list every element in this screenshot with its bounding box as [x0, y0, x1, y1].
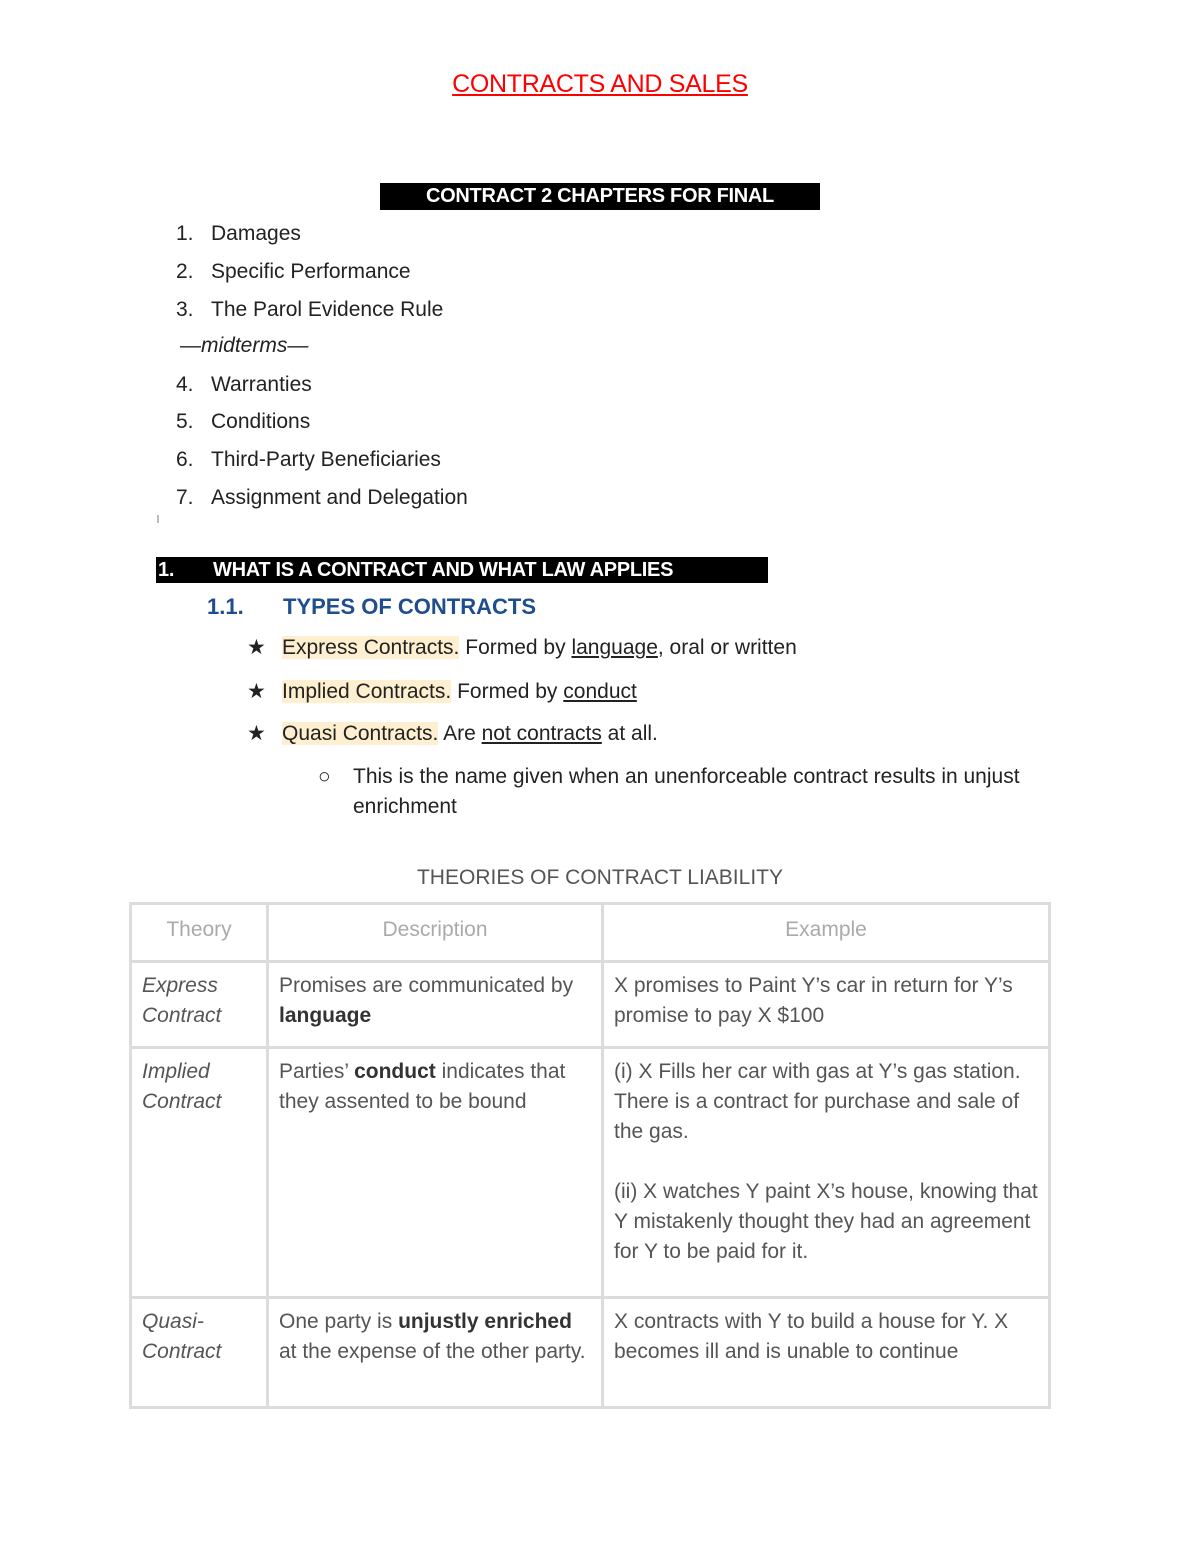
example-text: (ii) X watches Y paint X’s house, knowing that Y mistakenly thought they had an agreement for Y to be paid for it. — [614, 1180, 1038, 1263]
theory-cell: Express Contract — [131, 962, 268, 1048]
section-heading — [156, 557, 768, 583]
table-caption: THEORIES OF CONTRACT LIABILITY — [416, 866, 783, 889]
example-cell — [603, 962, 1050, 1048]
stray-mark — [157, 515, 159, 523]
list-item — [247, 679, 637, 704]
list-number: 2. — [176, 260, 194, 283]
star-icon: ★ — [247, 680, 266, 703]
cell-text: indicates that they assented to be bound — [279, 1060, 566, 1113]
list-item — [176, 447, 441, 473]
underlined-text: conduct — [563, 680, 637, 703]
subsection-heading — [0, 594, 1200, 624]
list-label: Damages — [211, 222, 301, 245]
example-cell — [603, 1048, 1050, 1298]
theories-table — [129, 902, 1051, 1409]
cell-text: One party is — [279, 1310, 399, 1333]
example-cell — [603, 1298, 1050, 1408]
theory-cell: Implied Contract — [131, 1048, 268, 1298]
table-row — [131, 1298, 1050, 1408]
description-cell — [268, 962, 603, 1048]
list-label: The Parol Evidence Rule — [211, 298, 444, 321]
bold-term: language — [279, 1004, 372, 1027]
list-number: 1. — [176, 222, 194, 245]
bullet-text: , oral or written — [657, 636, 797, 659]
list-number: 5. — [176, 410, 194, 433]
subsection-number: 1.1. — [207, 594, 244, 619]
description-cell — [268, 1298, 603, 1408]
chapters-banner: CONTRACT 2 CHAPTERS FOR FINAL — [380, 183, 820, 210]
list-label: Assignment and Delegation — [211, 486, 468, 509]
example-text: (i) X Fills her car with gas at Y’s gas station. There is a contract for purchase and sale of the gas. — [614, 1060, 1021, 1143]
bullet-text: Formed by — [459, 636, 572, 659]
list-item — [176, 485, 468, 511]
column-header: Example — [603, 904, 1050, 962]
list-number: 6. — [176, 448, 194, 471]
underlined-text: not contracts — [481, 722, 602, 745]
description-cell — [268, 1048, 603, 1298]
list-item — [176, 297, 443, 323]
term-highlight: Implied Contracts. — [282, 680, 452, 703]
list-item — [176, 221, 301, 247]
subsection-title: TYPES OF CONTRACTS — [283, 594, 537, 619]
list-label: Third-Party Beneficiaries — [211, 448, 441, 471]
midterms-divider: —midterms— — [180, 334, 309, 357]
underlined-text: language — [571, 636, 658, 659]
list-label: Conditions — [211, 410, 311, 433]
list-item — [247, 721, 658, 746]
column-header: Theory — [131, 904, 268, 962]
term-highlight: Express Contracts. — [282, 636, 460, 659]
list-item — [247, 635, 797, 660]
column-header: Description — [268, 904, 603, 962]
theory-cell: Quasi-Contract — [131, 1298, 268, 1408]
term-highlight: Quasi Contracts. — [282, 722, 439, 745]
table-row — [131, 1048, 1050, 1298]
list-number: 7. — [176, 486, 194, 509]
list-item — [176, 372, 312, 398]
list-item — [176, 409, 310, 435]
star-icon: ★ — [247, 636, 266, 659]
cell-text: Parties’ — [279, 1060, 355, 1083]
example-text: X promises to Paint Y’s car in return for Y’s promise to pay X $100 — [614, 974, 1013, 1027]
list-label: Specific Performance — [211, 260, 411, 283]
section-number: 1. — [158, 559, 175, 581]
bullet-text: at all. — [601, 722, 658, 745]
table-header-row — [131, 904, 1050, 962]
bullet-text: Are — [438, 722, 482, 745]
star-icon: ★ — [247, 722, 266, 745]
bullet-text: Formed by — [451, 680, 564, 703]
example-text: X contracts with Y to build a house for Y. X becomes ill and is unable to continue — [614, 1310, 1009, 1363]
section-title: WHAT IS A CONTRACT AND WHAT LAW APPLIES — [213, 559, 674, 581]
list-number: 4. — [176, 373, 194, 396]
sub-list-item — [318, 762, 1058, 822]
circle-bullet-icon: ○ — [318, 765, 331, 788]
cell-text: Promises are communicated by — [279, 974, 574, 997]
bold-term: unjustly enriched — [398, 1310, 572, 1333]
sub-bullet-text: This is the name given when an unenforceable contract results in unjust enrichment — [353, 765, 1020, 818]
cell-text: at the expense of the other party. — [279, 1340, 586, 1363]
table-row — [131, 962, 1050, 1048]
bold-term: conduct — [354, 1060, 436, 1083]
list-label: Warranties — [211, 373, 312, 396]
list-number: 3. — [176, 298, 194, 321]
document-title: CONTRACTS AND SALES — [452, 70, 748, 98]
list-item — [176, 259, 411, 285]
